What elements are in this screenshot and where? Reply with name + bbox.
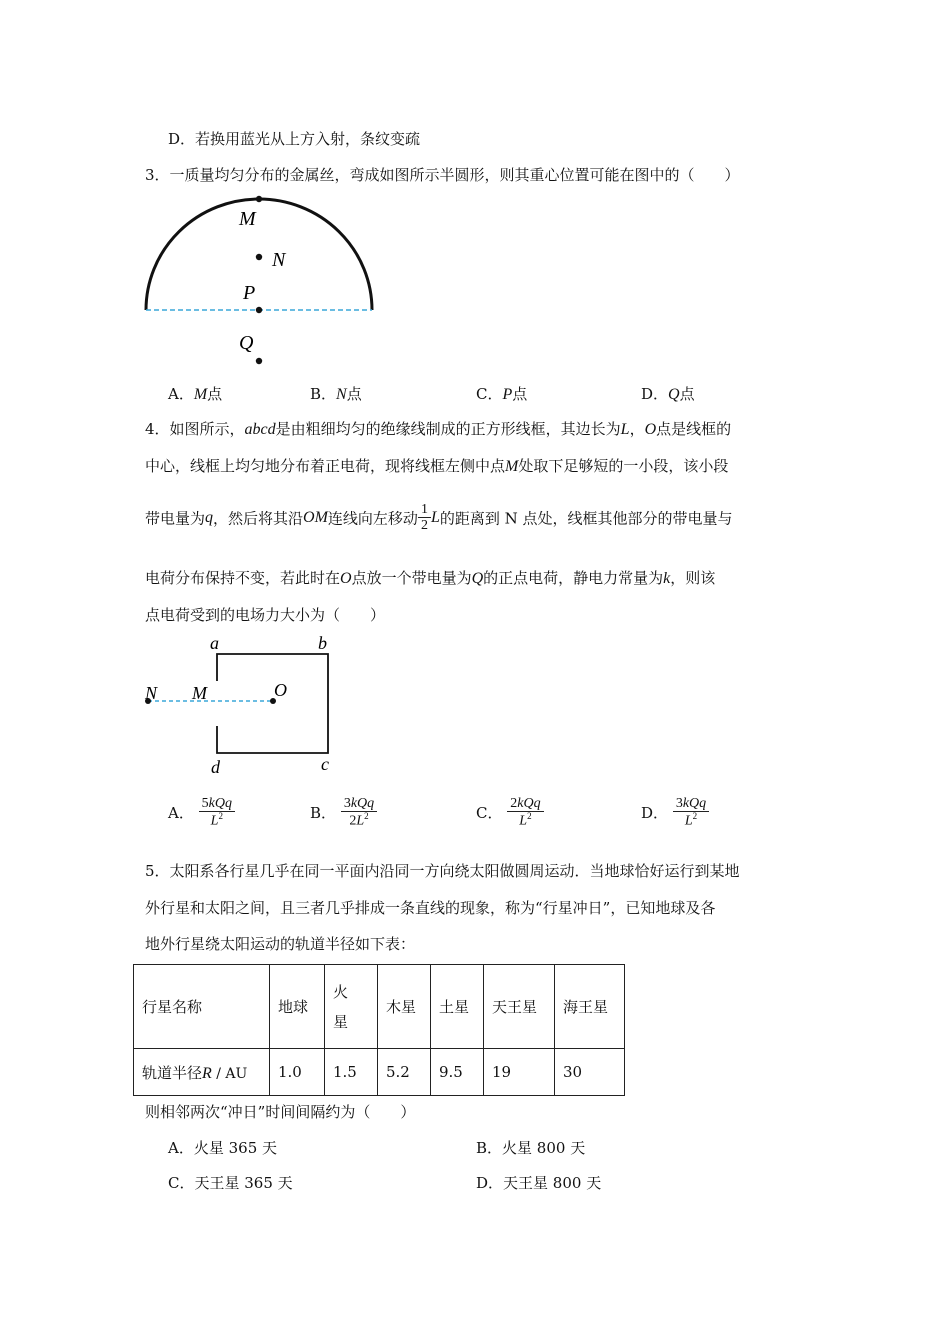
table-cell: 1.5	[325, 1049, 378, 1096]
q3-option-a: A．M点	[168, 385, 223, 403]
q3-option-b: B．N点	[310, 385, 362, 403]
table-header-cell: 木星	[378, 965, 431, 1049]
table-cell: 19	[484, 1049, 555, 1096]
table-header-cell: 海王星	[555, 965, 625, 1049]
q4-line-2: 中心，线框上均匀地分布着正电荷，现将线框左侧中点M处取下足够短的一小段，该小段	[145, 457, 729, 475]
label-m: M	[239, 208, 256, 230]
orbit-radius-table	[133, 964, 625, 1096]
table-header-cell: 地球	[270, 965, 325, 1049]
point-m	[256, 196, 262, 202]
q4-option-a: A． $\frac{\text{5kQq}}{L^2}$	[168, 796, 235, 829]
table-row-label: 轨道半径R / AU	[134, 1049, 270, 1096]
q4-line-1: 4．如图所示，abcd是由粗细均匀的绝缘线制成的正方形线框，其边长为L，O点是线框的	[145, 420, 732, 438]
q3-stem: 3．一质量均匀分布的金属丝，弯成如图所示半圆形，则其重心位置可能在图中的（ ）	[145, 166, 740, 184]
one-half-fraction: $\frac{1}{2}$	[418, 502, 431, 534]
label-o: O	[274, 680, 287, 700]
table-header-cell: 土星	[431, 965, 484, 1049]
q5-line-2: 外行星和太阳之间，且三者几乎排成一条直线的现象，称为“行星冲日”，已知地球及各	[145, 899, 716, 917]
q4-line-3: 带电量为q，然后将其沿OM连线向左移动 $\frac{1}{2}$ L的距离到 N 点处，线框其他部分的带电量与	[145, 502, 733, 534]
table-cell: 1.0	[270, 1049, 325, 1096]
q4-square-frame-figure	[140, 632, 340, 782]
point-n	[256, 254, 262, 260]
q5-option-b: B．火星 800 天	[476, 1139, 586, 1157]
table-header-cell: 天王星	[484, 965, 555, 1049]
q4-option-c: C． $\frac{\text{2kQq}}{L^2}$	[476, 796, 544, 829]
q3-semicircle-figure	[135, 190, 385, 370]
corner-a-label: a	[210, 633, 219, 653]
q5-line-3: 地外行星绕太阳运动的轨道半径如下表：	[145, 935, 416, 953]
table-row	[134, 1049, 625, 1096]
table-cell: 5.2	[378, 1049, 431, 1096]
q5-option-c: C．天王星 365 天	[168, 1174, 293, 1192]
label-n: N	[145, 683, 158, 703]
q2-option-d: D．若换用蓝光从上方入射，条纹变疏	[168, 130, 421, 148]
q5-question: 则相邻两次“冲日”时间间隔约为（ ）	[145, 1103, 416, 1121]
q3-option-c: C．P点	[476, 385, 528, 403]
q5-option-d: D．天王星 800 天	[476, 1174, 602, 1192]
table-cell: 9.5	[431, 1049, 484, 1096]
q4-option-b: B． $\frac{\text{3kQq}}{2L^2}$	[310, 796, 377, 829]
q3-option-d: D．Q点	[641, 385, 695, 403]
q4-option-d: D． $\frac{\text{3kQq}}{L^2}$	[641, 796, 709, 829]
label-q: Q	[239, 332, 254, 354]
q5-option-a: A．火星 365 天	[168, 1139, 277, 1157]
label-p: P	[243, 282, 256, 304]
table-header-cell: 行星名称	[134, 965, 270, 1049]
corner-b-label: b	[318, 633, 327, 653]
label-m: M	[192, 683, 207, 703]
table-header-cell: 火星	[325, 965, 378, 1049]
point-q	[256, 358, 262, 364]
table-cell: 30	[555, 1049, 625, 1096]
label-n: N	[272, 249, 286, 271]
q4-line-4: 电荷分布保持不变，若此时在O点放一个带电量为Q的正点电荷，静电力常量为k，则该	[145, 569, 716, 587]
point-p	[256, 307, 262, 313]
table-row	[134, 965, 625, 1049]
q4-line-5: 点电荷受到的电场力大小为（ ）	[145, 606, 386, 624]
corner-c-label: c	[321, 754, 329, 774]
q5-line-1: 5．太阳系各行星几乎在同一平面内沿同一方向绕太阳做圆周运动．当地球恰好运行到某地	[145, 862, 740, 880]
corner-d-label: d	[211, 757, 220, 777]
